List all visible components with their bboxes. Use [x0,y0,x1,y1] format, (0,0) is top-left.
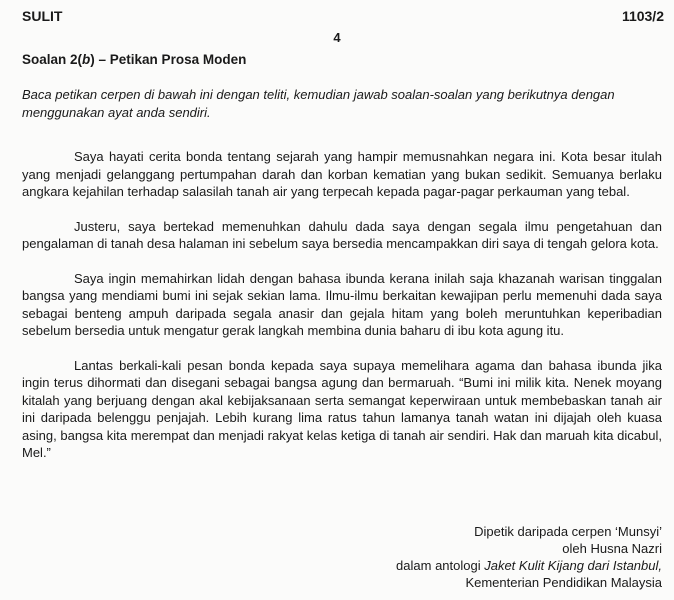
paragraph-3: Saya ingin memahirkan lidah dengan bahasa ibunda kerana inilah saja khazanah warisan tinggalan bangsa yang mendiami bumi ini sejak sekian lama. Ilmu-ilmu berkaitan kewajipan perlu memenuhi dada saya sebagai benteng ampuh daripada segala anasir dan gejala hitam yang boleh meruntuhkan keperibadian sebelum bersedia untuk mengatur gerak langkah membina dunia baharu di ibu kota agung itu. [22,270,662,338]
section-title [22,52,246,67]
source-line-3-prefix: dalam antologi [396,558,485,573]
paper-code: 1103/2 [621,8,664,24]
source-line-1: Dipetik daripada cerpen ‘Munsyi’ [474,524,662,539]
section-title-suffix: ) – Petikan Prosa Moden [90,52,247,67]
section-title-prefix: Soalan 2( [22,52,83,67]
source-citation [342,523,662,591]
section-title-italic: b [82,52,91,67]
source-line-2: oleh Husna Nazri [562,541,662,556]
passage [22,148,662,479]
source-line-4: Kementerian Pendidikan Malaysia [465,575,662,590]
paragraph-4: Lantas berkali-kali pesan bonda kepada saya supaya memelihara agama dan bahasa ibunda jika ingin terus dihormati dan disegani sebagai bangsa agung dan bermaruah. “Bumi ini milik kita. Nenek moyang kitalah yang berjuang dengan akal kebijaksanaan serta semangat keperwiraan untuk membebaskan tanah air ini daripada belenggu penjajah. Lebih kurang lima ratus tahun lamanya tanah watan ini dijajah oleh kuasa asing, bangsa kita merempat dan menjadi rakyat kelas ketiga di tanah air sendiri. Hak dan maruah kita dicabul, Mel.” [22,357,662,460]
source-line-3 [342,557,662,574]
paragraph-2: Justeru, saya bertekad memenuhkan dahulu dada saya dengan segala ilmu pengetahuan dan pengalaman di tanah desa halaman ini sebelum saya bersedia mencampakkan diri saya di tengah gelora kota. [22,218,662,251]
paragraph-1: Saya hayati cerita bonda tentang sejarah yang hampir memusnahkan negara ini. Kota besar itulah yang menjadi gelanggang pertumpahan darah dan korban kematian yang bukan sedikit. Semuanya berlaku angkara kejahilan terhadap salasilah tanah air yang terpecah kepada pagar-pagar perkauman yang tebal. [22,149,662,199]
classification-label: SULIT [22,8,63,24]
instructions-text: Baca petikan cerpen di bawah ini dengan teliti, kemudian jawab soalan-soalan yang berikutnya dengan menggunakan ayat anda sendiri. [22,87,615,120]
anthology-title: Jaket Kulit Kijang dari Istanbul, [484,558,662,573]
page-number: 4 [333,30,341,45]
